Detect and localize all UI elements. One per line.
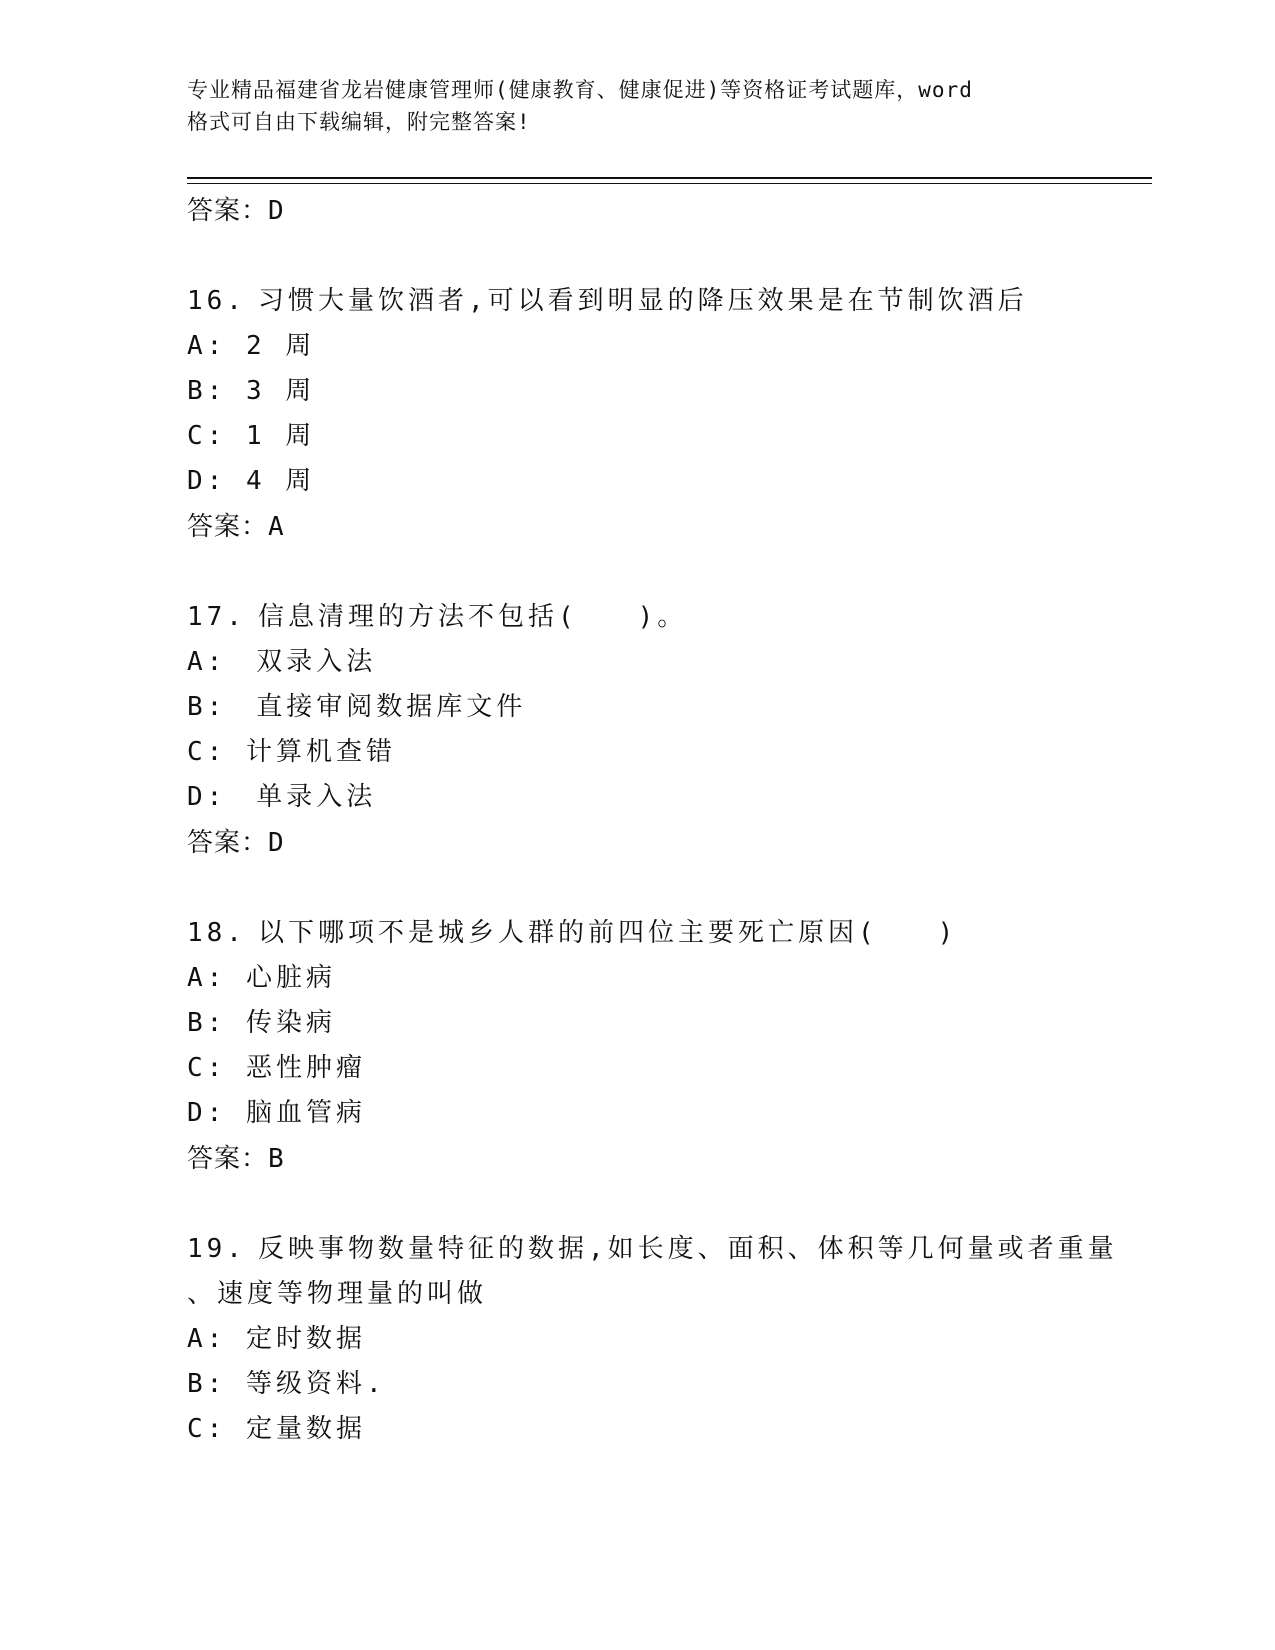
question-17-text: 信息清理的方法不包括( )。: [257, 602, 688, 632]
question-17-option-a: A: 双录入法: [187, 647, 377, 677]
question-18-number: 18.: [187, 918, 246, 948]
question-18-option-a: A: 心脏病: [187, 963, 336, 993]
question-17-stem: [187, 595, 1087, 640]
question-16-number: 16.: [187, 286, 246, 316]
question-16-option-a: A: 2 周: [187, 331, 316, 361]
question-17-option-c: C: 计算机查错: [187, 737, 396, 767]
question-16-option-b: B: 3 周: [187, 376, 316, 406]
question-18-answer: 答案：B: [187, 1144, 285, 1174]
question-16-option-c: C: 1 周: [187, 421, 316, 451]
spacer: [187, 234, 1087, 279]
question-17-option-b: B: 直接审阅数据库文件: [187, 692, 527, 722]
question-18-option-b: B: 传染病: [187, 1008, 336, 1038]
question-19-number: 19.: [187, 1234, 246, 1264]
question-16-stem: [187, 279, 1087, 324]
question-18-option-c: C: 恶性肿瘤: [187, 1053, 366, 1083]
question-19: [187, 1227, 1118, 1452]
document-header: [187, 74, 1067, 138]
question-list: [187, 188, 1118, 1452]
header-line-1: 专业精品福建省龙岩健康管理师(健康教育、健康促进)等资格证考试题库，word: [187, 78, 973, 102]
spacer: [187, 866, 1087, 911]
answer-previous: 答案：D: [187, 196, 285, 226]
header-divider-thin: [187, 183, 1152, 184]
question-18-option-d: D: 脑血管病: [187, 1098, 366, 1128]
question-19-option-a: A: 定时数据: [187, 1324, 366, 1354]
question-18: [187, 911, 1087, 1182]
question-19-stem-line-1: [187, 1227, 1118, 1272]
header-line-2: 格式可自由下载编辑，附完整答案!: [187, 110, 531, 134]
question-19-option-b: B: 等级资料.: [187, 1369, 386, 1399]
question-17-option-d: D: 单录入法: [187, 782, 377, 812]
question-16: [187, 279, 1087, 550]
question-17-number: 17.: [187, 602, 246, 632]
question-16-option-d: D: 4 周: [187, 466, 316, 496]
question-16-answer: 答案：A: [187, 512, 285, 542]
question-18-stem: [187, 911, 1087, 956]
question-19-option-c: C: 定量数据: [187, 1414, 366, 1444]
question-17-answer: 答案：D: [187, 828, 285, 858]
question-16-text: 习惯大量饮酒者,可以看到明显的降压效果是在节制饮酒后: [257, 286, 1028, 316]
question-17: [187, 595, 1087, 866]
question-19-text-line-1: 反映事物数量特征的数据,如长度、面积、体积等几何量或者重量: [257, 1234, 1118, 1264]
spacer: [187, 1182, 1087, 1227]
header-divider-thick: [187, 177, 1152, 179]
spacer: [187, 550, 1087, 595]
question-19-stem-line-2: 、速度等物理量的叫做: [187, 1279, 488, 1309]
question-18-text: 以下哪项不是城乡人群的前四位主要死亡原因( ): [257, 918, 958, 948]
